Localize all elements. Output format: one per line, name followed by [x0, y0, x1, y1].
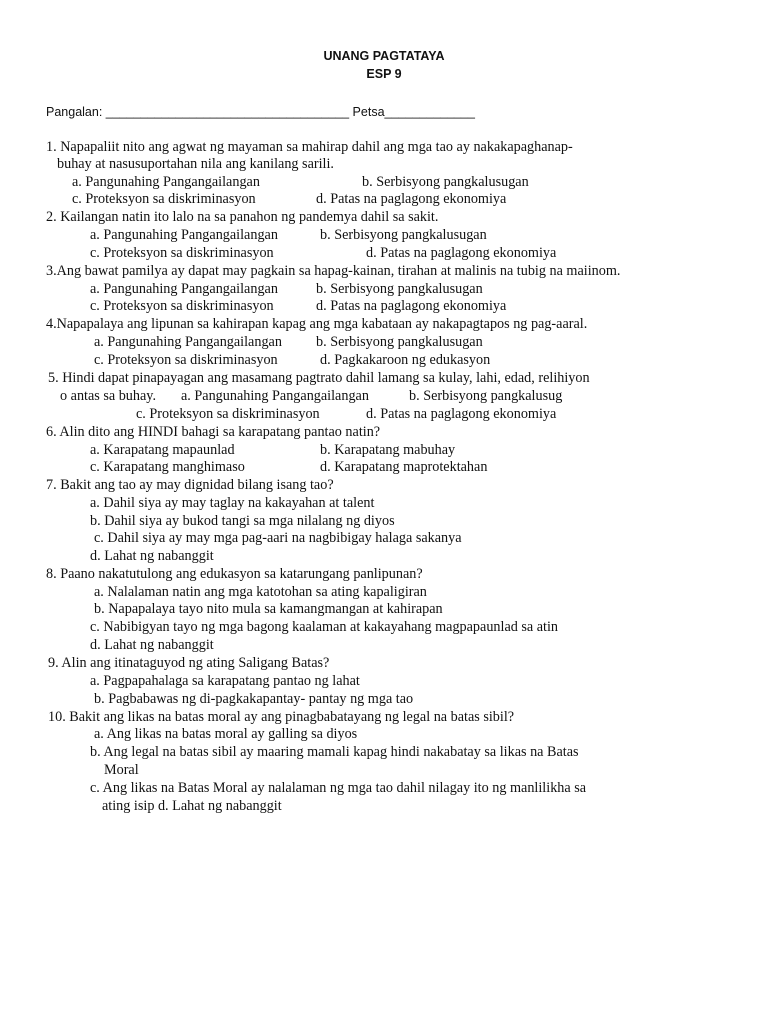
q1-option-c: c. Proteksyon sa diskriminasyon [72, 191, 256, 207]
question-5: 5. Hindi dapat pinapayagan ang masamang pagtrato dahil lamang sa kulay, lahi, edad, relihiyon [48, 370, 590, 386]
q2-option-a: a. Pangunahing Pangangailangan [90, 227, 278, 243]
q6-option-a: a. Karapatang mapaunlad [90, 442, 235, 458]
question-7: 7. Bakit ang tao ay may dignidad bilang isang tao? [46, 477, 334, 493]
question-4: 4.Napapalaya ang lipunan sa kahirapan kapag ang mga kabataan ay nakapagtapos ng pag-aaral. [46, 316, 588, 332]
q2-option-c: c. Proteksyon sa diskriminasyon [90, 245, 274, 261]
q4-option-b: b. Serbisyong pangkalusugan [316, 334, 483, 350]
q7-option-d: d. Lahat ng nabanggit [90, 548, 214, 564]
question-6: 6. Alin dito ang HINDI bahagi sa karapatang pantao natin? [46, 424, 381, 440]
q3-option-a: a. Pangunahing Pangangailangan [90, 281, 278, 297]
q6-option-c: c. Karapatang manghimaso [90, 459, 245, 475]
name-date-line: Pangalan: ___________________________________ Petsa_____________ [46, 105, 475, 119]
q3-option-b: b. Serbisyong pangkalusugan [316, 281, 483, 297]
q3-option-d: d. Patas na paglagong ekonomiya [316, 298, 507, 314]
q1-option-d: d. Patas na paglagong ekonomiya [316, 191, 507, 207]
q7-option-c: c. Dahil siya ay may mga pag-aari na nagbibigay halaga sakanya [94, 530, 462, 546]
question-3: 3.Ang bawat pamilya ay dapat may pagkain sa hapag-kainan, tirahan at malinis na tubig na maiinom. [46, 263, 621, 279]
q4-option-d: d. Pagkakaroon ng edukasyon [320, 352, 491, 368]
question-9: 9. Alin ang itinataguyod ng ating Saligang Batas? [48, 655, 330, 671]
q1-option-b: b. Serbisyong pangkalusugan [362, 174, 529, 190]
page-title: UNANG PAGTATAYA [323, 49, 445, 63]
q5-option-c: c. Proteksyon sa diskriminasyon [136, 406, 320, 422]
q10-option-c-cont: ating isip d. Lahat ng nabanggit [102, 798, 282, 814]
q10-option-b: b. Ang legal na batas sibil ay maaring mamali kapag hindi nakabatay sa likas na Batas [90, 744, 579, 760]
question-1: 1. Napapaliit nito ang agwat ng mayaman sa mahirap dahil ang mga tao ay nakakapaghanap- [46, 139, 573, 155]
page-subtitle: ESP 9 [366, 67, 402, 81]
question-10: 10. Bakit ang likas na batas moral ay ang pinagbabatayang ng legal na batas sibil? [48, 709, 515, 725]
q10-option-b-cont: Moral [104, 762, 139, 778]
q7-option-a: a. Dahil siya ay may taglay na kakayahan at talent [90, 495, 375, 511]
q4-option-c: c. Proteksyon sa diskriminasyon [94, 352, 278, 368]
q8-option-c: c. Nabibigyan tayo ng mga bagong kaalaman at kakayahang magpapaunlad sa atin [90, 619, 559, 635]
q1-option-a: a. Pangunahing Pangangailangan [72, 174, 260, 190]
q7-option-b: b. Dahil siya ay bukod tangi sa mga nilalang ng diyos [90, 513, 395, 529]
q2-option-b: b. Serbisyong pangkalusugan [320, 227, 487, 243]
q5-option-b: b. Serbisyong pangkalusug [409, 388, 563, 404]
q6-option-b: b. Karapatang mabuhay [320, 442, 456, 458]
q3-option-c: c. Proteksyon sa diskriminasyon [90, 298, 274, 314]
q10-option-c: c. Ang likas na Batas Moral ay nalalaman ng mga tao dahil nilagay ito ng manlilikha sa [90, 780, 587, 796]
question-5-cont: o antas sa buhay. [60, 388, 157, 404]
q8-option-d: d. Lahat ng nabanggit [90, 637, 214, 653]
q2-option-d: d. Patas na paglagong ekonomiya [366, 245, 557, 261]
question-8: 8. Paano nakatutulong ang edukasyon sa katarungang panlipunan? [46, 566, 423, 582]
q9-option-b: b. Pagbabawas ng di-pagkakapantay- pantay ng mga tao [94, 691, 414, 707]
question-1-cont: buhay at nasusuportahan nila ang kanilang sarili. [57, 156, 334, 172]
q8-option-b: b. Napapalaya tayo nito mula sa kamangmangan at kahirapan [94, 601, 443, 617]
q9-option-a: a. Pagpapahalaga sa karapatang pantao ng lahat [90, 673, 360, 689]
q10-option-a: a. Ang likas na batas moral ay galling sa diyos [94, 726, 358, 742]
q5-option-a: a. Pangunahing Pangangailangan [181, 388, 369, 404]
q8-option-a: a. Nalalaman natin ang mga katotohan sa ating kapaligiran [94, 584, 427, 600]
question-2: 2. Kailangan natin ito lalo na sa panahon ng pandemya dahil sa sakit. [46, 209, 439, 225]
q5-option-d: d. Patas na paglagong ekonomiya [366, 406, 557, 422]
q4-option-a: a. Pangunahing Pangangailangan [94, 334, 282, 350]
q6-option-d: d. Karapatang maprotektahan [320, 459, 488, 475]
